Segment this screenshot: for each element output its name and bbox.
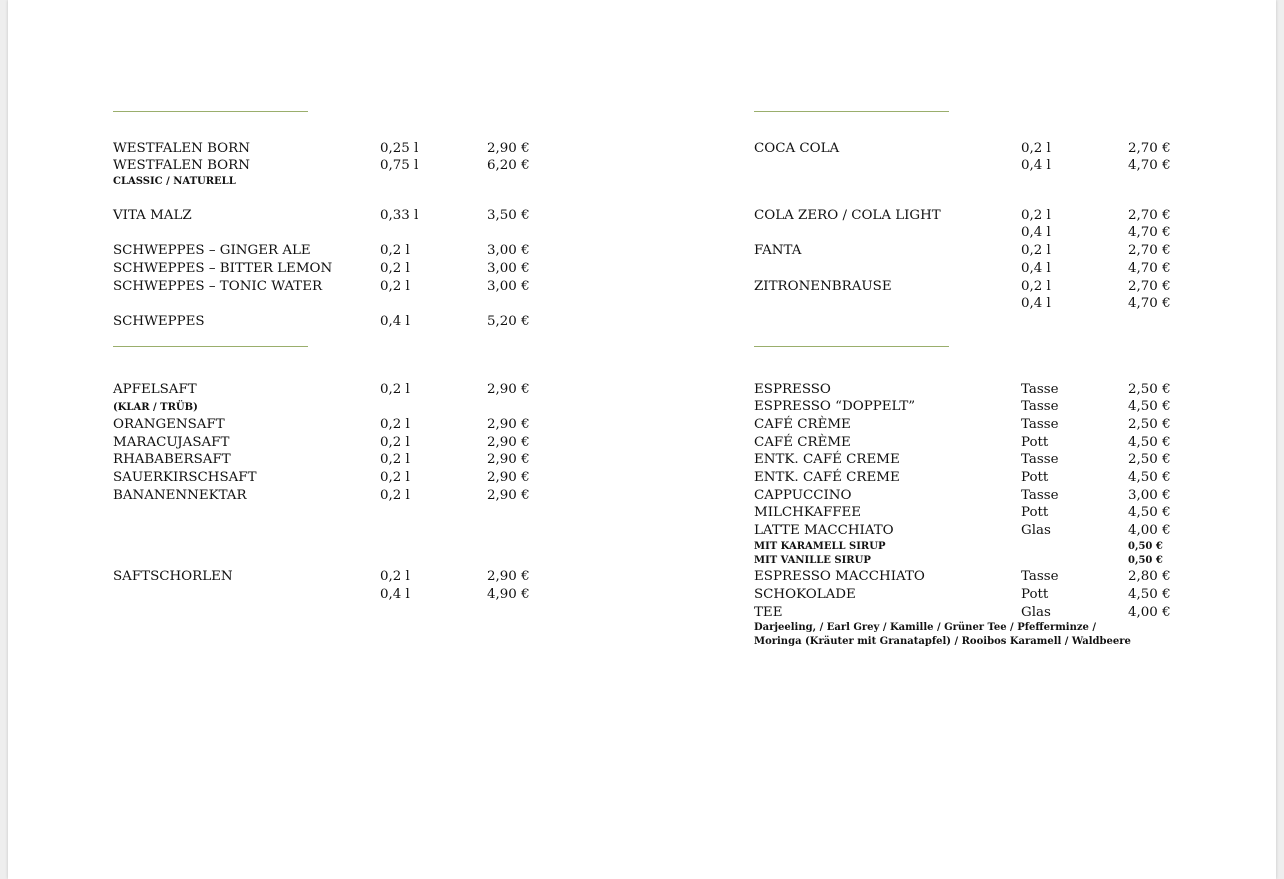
menu-item-row xyxy=(113,434,673,452)
item-size: Tasse xyxy=(1021,399,1059,414)
item-name: MIT KARAMELL SIRUP xyxy=(754,541,886,552)
item-name: COCA COLA xyxy=(754,141,840,156)
menu-item-row xyxy=(754,586,1284,604)
item-name: WESTFALEN BORN xyxy=(113,141,250,156)
item-price: 2,90 € xyxy=(487,417,530,432)
item-name: BANANENNEKTAR xyxy=(113,488,247,503)
item-price: 2,90 € xyxy=(487,141,530,156)
item-price: 2,90 € xyxy=(487,435,530,450)
item-price: 2,70 € xyxy=(1128,208,1171,223)
item-name: TEE xyxy=(754,605,783,620)
menu-item-row xyxy=(754,207,1284,225)
item-price: 3,50 € xyxy=(487,208,530,223)
menu-item-row xyxy=(754,434,1284,452)
section-divider xyxy=(754,346,949,347)
item-size: Pott xyxy=(1021,470,1049,485)
menu-item-row xyxy=(113,260,673,278)
item-size: Pott xyxy=(1021,587,1049,602)
item-name: MILCHKAFFEE xyxy=(754,505,862,520)
item-price: 0,50 € xyxy=(1128,555,1163,566)
item-name: SCHOKOLADE xyxy=(754,587,856,602)
menu-item-row xyxy=(113,242,673,260)
item-price: 4,70 € xyxy=(1128,158,1171,173)
menu-item-row xyxy=(113,140,673,158)
menu-item-row xyxy=(754,278,1284,296)
item-name: SAFTSCHORLEN xyxy=(113,569,233,584)
item-name: LATTE MACCHIATO xyxy=(754,523,894,538)
item-size: Pott xyxy=(1021,435,1049,450)
item-size: 0,2 l xyxy=(380,417,410,432)
menu-item-row xyxy=(113,401,673,415)
menu-item-row xyxy=(754,568,1284,586)
menu-item-row xyxy=(113,568,673,586)
item-size: 0,4 l xyxy=(1021,296,1051,311)
item-name: COLA ZERO / COLA LIGHT xyxy=(754,208,941,223)
item-name: CAFÉ CRÈME xyxy=(754,417,851,432)
item-size: 0,2 l xyxy=(1021,279,1051,294)
item-size: 0,2 l xyxy=(1021,208,1051,223)
item-name: CAFÉ CRÈME xyxy=(754,435,851,450)
section-divider xyxy=(113,346,308,347)
item-name: SCHWEPPES – BITTER LEMON xyxy=(113,261,333,276)
item-price: 2,70 € xyxy=(1128,141,1171,156)
item-size: Pott xyxy=(1021,505,1049,520)
item-price: 2,50 € xyxy=(1128,417,1171,432)
item-name: APFELSAFT xyxy=(113,382,197,397)
menu-item-row xyxy=(754,224,1284,242)
item-name: VITA MALZ xyxy=(113,208,192,223)
item-size: 0,4 l xyxy=(1021,261,1051,276)
item-price: 2,90 € xyxy=(487,452,530,467)
menu-item-row xyxy=(754,451,1284,469)
item-price: 3,00 € xyxy=(487,279,530,294)
item-price: 4,50 € xyxy=(1128,399,1171,414)
item-price: 2,50 € xyxy=(1128,382,1171,397)
item-price: 4,70 € xyxy=(1128,296,1171,311)
menu-item-row xyxy=(113,451,673,469)
menu-item-row xyxy=(113,586,673,604)
item-price: 4,90 € xyxy=(487,587,530,602)
item-size: 0,2 l xyxy=(380,243,410,258)
item-size: 0,4 l xyxy=(380,587,410,602)
menu-item-row xyxy=(754,140,1284,158)
item-name: SCHWEPPES xyxy=(113,314,205,329)
item-size: 0,2 l xyxy=(380,261,410,276)
item-name: ENTK. CAFÉ CREME xyxy=(754,470,900,485)
item-name: ESPRESSO MACCHIATO xyxy=(754,569,925,584)
item-size: Tasse xyxy=(1021,488,1059,503)
item-name: CLASSIC / NATURELL xyxy=(113,176,236,187)
item-name: MARACUJASAFT xyxy=(113,435,230,450)
item-price: 3,00 € xyxy=(487,243,530,258)
item-price: 3,00 € xyxy=(487,261,530,276)
item-price: 2,80 € xyxy=(1128,569,1171,584)
item-size: 0,2 l xyxy=(1021,243,1051,258)
menu-item-row xyxy=(754,540,1284,554)
item-price: 2,50 € xyxy=(1128,452,1171,467)
item-name: ZITRONENBRAUSE xyxy=(754,279,892,294)
item-price: 4,50 € xyxy=(1128,505,1171,520)
item-size: 0,2 l xyxy=(380,488,410,503)
item-name: FANTA xyxy=(754,243,802,258)
item-size: 0,2 l xyxy=(380,279,410,294)
menu-item-row xyxy=(113,207,673,225)
item-price: 4,00 € xyxy=(1128,605,1171,620)
item-size: 0,75 l xyxy=(380,158,419,173)
item-size: 0,4 l xyxy=(1021,158,1051,173)
item-price: 5,20 € xyxy=(487,314,530,329)
item-price: 4,50 € xyxy=(1128,470,1171,485)
item-name: ENTK. CAFÉ CREME xyxy=(754,452,900,467)
section-divider xyxy=(754,111,949,112)
menu-item-row xyxy=(754,416,1284,434)
document-page xyxy=(8,0,1276,879)
menu-item-row xyxy=(754,157,1284,175)
item-price: 0,50 € xyxy=(1128,541,1163,552)
item-size: Tasse xyxy=(1021,417,1059,432)
item-price: 2,90 € xyxy=(487,488,530,503)
item-size: Tasse xyxy=(1021,452,1059,467)
menu-item-row xyxy=(754,398,1284,416)
item-size: 0,25 l xyxy=(380,141,419,156)
item-price: 4,50 € xyxy=(1128,435,1171,450)
tea-varieties-note: Darjeeling, / Earl Grey / Kamille / Grüner Tee / Pfefferminze / xyxy=(754,622,1097,633)
item-price: 2,90 € xyxy=(487,569,530,584)
item-price: 4,00 € xyxy=(1128,523,1171,538)
menu-item-row xyxy=(113,175,673,189)
menu-item-row xyxy=(754,381,1284,399)
tea-varieties-note: Moringa (Kräuter mit Granatapfel) / Rooibos Karamell / Waldbeere xyxy=(754,636,1131,647)
menu-item-row xyxy=(754,469,1284,487)
item-price: 4,70 € xyxy=(1128,225,1171,240)
item-price: 3,00 € xyxy=(1128,488,1171,503)
item-price: 2,70 € xyxy=(1128,279,1171,294)
item-name: SCHWEPPES – TONIC WATER xyxy=(113,279,323,294)
item-price: 2,70 € xyxy=(1128,243,1171,258)
item-size: 0,33 l xyxy=(380,208,419,223)
item-name: SCHWEPPES – GINGER ALE xyxy=(113,243,311,258)
item-name: WESTFALEN BORN xyxy=(113,158,250,173)
item-price: 2,90 € xyxy=(487,470,530,485)
menu-item-row xyxy=(754,487,1284,505)
item-size: 0,4 l xyxy=(380,314,410,329)
item-name: ORANGENSAFT xyxy=(113,417,225,432)
item-name: SAUERKIRSCHSAFT xyxy=(113,470,257,485)
menu-item-row xyxy=(113,416,673,434)
item-size: Glas xyxy=(1021,523,1051,538)
item-name: (KLAR / TRÜB) xyxy=(113,402,198,413)
section-divider xyxy=(113,111,308,112)
menu-item-row xyxy=(113,278,673,296)
menu-item-row xyxy=(113,469,673,487)
item-size: 0,2 l xyxy=(380,452,410,467)
menu-item-row xyxy=(113,313,673,331)
item-size: 0,4 l xyxy=(1021,225,1051,240)
item-size: 0,2 l xyxy=(1021,141,1051,156)
menu-item-row xyxy=(754,504,1284,522)
item-name: CAPPUCCINO xyxy=(754,488,852,503)
menu-item-row xyxy=(113,157,673,175)
item-size: Tasse xyxy=(1021,569,1059,584)
item-name: ESPRESSO xyxy=(754,382,831,397)
menu-item-row xyxy=(754,604,1284,622)
item-name: MIT VANILLE SIRUP xyxy=(754,555,871,566)
menu-item-row xyxy=(754,522,1284,540)
item-price: 6,20 € xyxy=(487,158,530,173)
item-name: RHABABERSAFT xyxy=(113,452,231,467)
item-size: Tasse xyxy=(1021,382,1059,397)
menu-item-row xyxy=(754,242,1284,260)
menu-item-row xyxy=(754,554,1284,568)
item-price: 4,70 € xyxy=(1128,261,1171,276)
menu-item-row xyxy=(113,381,673,399)
item-name: ESPRESSO “DOPPELT” xyxy=(754,399,916,414)
menu-item-row xyxy=(754,295,1284,313)
item-price: 4,50 € xyxy=(1128,587,1171,602)
item-price: 2,90 € xyxy=(487,382,530,397)
item-size: 0,2 l xyxy=(380,470,410,485)
menu-item-row xyxy=(754,260,1284,278)
item-size: 0,2 l xyxy=(380,435,410,450)
item-size: Glas xyxy=(1021,605,1051,620)
item-size: 0,2 l xyxy=(380,382,410,397)
menu-item-row xyxy=(113,487,673,505)
item-size: 0,2 l xyxy=(380,569,410,584)
